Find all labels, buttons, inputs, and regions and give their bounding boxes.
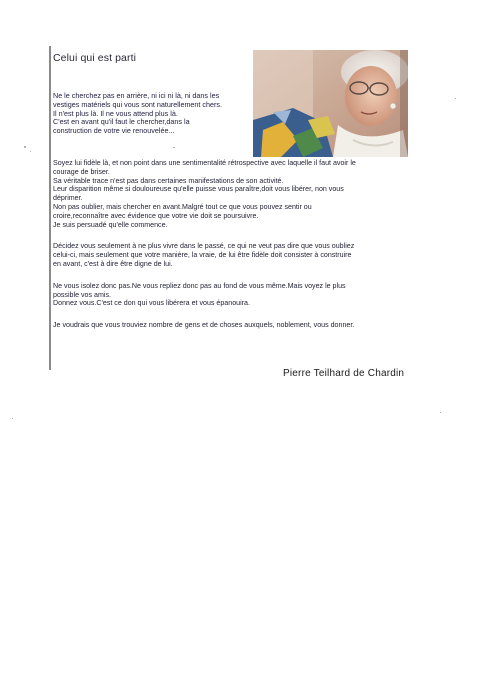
text-line: en avant, c'est à dire être digne de lui. — [53, 259, 173, 268]
text-line: Je voudrais que vous trouviez nombre de gens et de choses auxquels, noblement, vous donner. — [53, 321, 355, 330]
paragraph — [53, 282, 408, 308]
intro-line: construction de votre vie renouvelée... — [53, 126, 175, 136]
paragraph — [53, 159, 408, 229]
text-line: Donnez vous.C'est ce don qui vous libérera et vous épanouira. — [53, 299, 250, 308]
text-line: déprimer. — [53, 194, 83, 203]
paragraph — [53, 321, 408, 330]
margin-rule — [49, 46, 51, 370]
author-signature: Pierre Teilhard de Chardin — [283, 368, 405, 379]
text-line: croire,reconnaître avec évidence que votre vie doit se poursuivre. — [53, 211, 259, 220]
text-line: Sa véritable trace n'est pas dans certaines manifestations de son activité. — [53, 176, 284, 185]
intro-line: Ne le cherchez pas en arrière, ni ici ni là, ni dans les — [53, 91, 220, 100]
text-line: Soyez lui fidèle là, et non point dans une sentimentalité rétrospective avec laquelle il faut avoir le — [53, 159, 356, 167]
portrait-photo — [253, 50, 408, 157]
intro-line: Il n'est plus là. Il ne vous attend plus là. — [53, 108, 178, 118]
text-line: Leur disparition même si douloureuse qu'elle puisse vous paraître,doit vous libérer, non vous — [53, 185, 344, 194]
text-line: Non pas oublier, mais chercher en avant.Malgré tout ce que vous pouvez sentir ou — [53, 202, 312, 211]
scan-speck — [24, 146, 26, 148]
intro-text — [53, 92, 249, 136]
text-line: possible vos amis. — [53, 290, 111, 299]
text-line: Je suis persuadé qu'elle commence. — [53, 220, 168, 229]
text-line: celui-ci, mais seulement que votre manière, la vraie, de lui être fidèle doit consister à construire — [53, 251, 352, 260]
paragraph — [53, 242, 408, 268]
text-line: Décidez vous seulement à ne plus vivre dans le passé, ce qui ne veut pas dire que vous oubliez — [53, 242, 355, 251]
scan-speck — [440, 412, 441, 413]
intro-line: C'est en avant qu'il faut le chercher,dans la — [53, 117, 190, 127]
text-line: Ne vous isolez donc pas.Ne vous repliez donc pas au fond de vous même.Mais voyez le plus — [53, 281, 346, 290]
text-line: courage de briser. — [53, 167, 110, 176]
body-text — [53, 159, 408, 343]
intro-line: vestiges matériels qui vous sont naturellement chers. — [53, 99, 222, 109]
scan-speck — [12, 418, 13, 419]
scan-speck — [173, 147, 175, 148]
poem-title: Celui qui est parti — [53, 52, 137, 64]
scan-speck — [455, 98, 456, 99]
scan-speck — [30, 151, 31, 152]
